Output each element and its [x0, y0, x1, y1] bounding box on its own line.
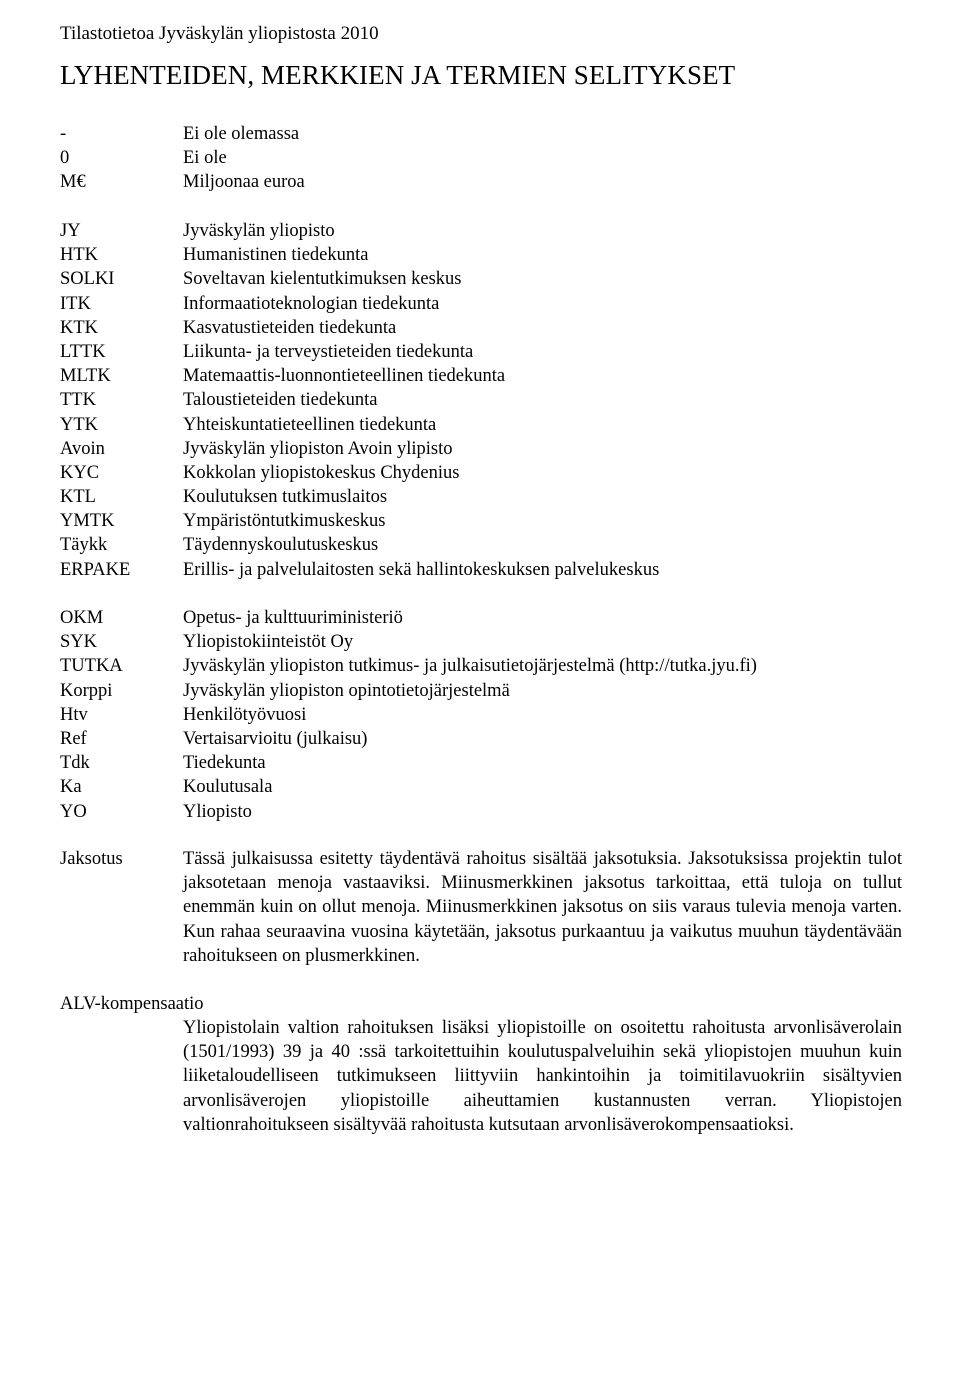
abbreviation: 0 — [60, 148, 70, 169]
abbreviation: LTTK — [60, 341, 106, 362]
definition: Ei ole olemassa — [183, 124, 300, 144]
terms-list — [60, 606, 902, 824]
definition: Koulutuksen tutkimuslaitos — [183, 487, 388, 508]
definition-row — [60, 630, 902, 654]
definition-row — [60, 751, 902, 775]
jaksotus-label: Jaksotus — [60, 849, 123, 869]
definition-row — [60, 292, 902, 316]
definition-row — [60, 800, 902, 824]
definition: Koulutusala — [183, 777, 273, 798]
definition-row — [60, 219, 902, 243]
definition-row — [60, 461, 902, 485]
definition-row — [60, 146, 902, 170]
definition-row — [60, 558, 902, 582]
abbreviation: YTK — [60, 414, 99, 435]
abbreviation: MLTK — [60, 366, 111, 387]
abbreviation: KTL — [60, 487, 96, 508]
definition-row — [60, 364, 902, 388]
definition: Tiedekunta — [183, 753, 266, 774]
definition: Matemaattis-luonnontieteellinen tiedekunta — [183, 366, 506, 387]
alv-label: ALV-kompensaatio — [60, 994, 204, 1014]
definition-row — [60, 340, 902, 364]
definition: Ei ole — [183, 148, 227, 169]
definition: Kasvatustieteiden tiedekunta — [183, 317, 397, 338]
definition-row — [60, 606, 902, 630]
definition-row — [60, 437, 902, 461]
definition: Jyväskylän yliopiston tutkimus- ja julkaisutietojärjestelmä (http://tutka.jyu.fi) — [183, 656, 757, 677]
abbreviation: SYK — [60, 632, 98, 653]
definition-row — [60, 485, 902, 509]
abbreviation: OKM — [60, 608, 104, 628]
definition: Erillis- ja palvelulaitosten sekä hallintokeskuksen palvelukeskus — [183, 559, 660, 580]
abbreviation: M€ — [60, 172, 86, 193]
definition-row — [60, 703, 902, 727]
abbreviation: ERPAKE — [60, 559, 131, 580]
definition-row — [60, 679, 902, 703]
definition: Ympäristöntutkimuskeskus — [183, 511, 386, 532]
definition: Informaatioteknologian tiedekunta — [183, 293, 440, 314]
abbreviation: HTK — [60, 245, 99, 266]
definition: Yliopistokiinteistöt Oy — [183, 632, 354, 653]
alv-text: Yliopistolain valtion rahoituksen lisäksi yliopistoille on osoitettu rahoitusta arvonlisäverolain (1501/1993) 39 ja 40 :ssä tarkoitettuihin koulutuspalveluihin sekä yliopistojen muuhun kuin liiketaloudelliseen tutkimukseen liittyviin hankintoihin ja toimitilavuokriin sisältyvien arvonlisäverojen yliopistoille aiheuttamien kustannusten verran. Yliopistojen valtionrahoitukseen sisältyvää rahoitusta kutsutaan arvonlisäverokompensaatioksi. — [183, 1018, 902, 1135]
definition: Jyväskylän yliopisto — [183, 221, 335, 241]
definition-row — [60, 727, 902, 751]
definition: Henkilötyövuosi — [183, 704, 307, 725]
page-title: LYHENTEIDEN, MERKKIEN JA TERMIEN SELITYKSET — [60, 60, 736, 90]
definition: Miljoonaa euroa — [183, 172, 305, 193]
definition: Yliopisto — [183, 801, 252, 822]
abbreviation: Korppi — [60, 680, 113, 701]
definition: Yhteiskuntatieteellinen tiedekunta — [183, 414, 437, 435]
abbreviation: TUTKA — [60, 656, 123, 677]
definition-row — [60, 509, 902, 533]
abbreviation: Ka — [60, 777, 82, 798]
running-header: Tilastotietoa Jyväskylän yliopistosta 2010 — [60, 23, 379, 44]
definition: Kokkolan yliopistokeskus Chydenius — [183, 462, 460, 483]
abbreviation: KTK — [60, 317, 99, 338]
definition-row — [60, 533, 902, 557]
definition: Liikunta- ja terveystieteiden tiedekunta — [183, 341, 474, 362]
definition-row — [60, 388, 902, 412]
definition-row — [60, 122, 902, 146]
abbreviation: YO — [60, 801, 87, 822]
abbreviation: SOLKI — [60, 269, 115, 290]
definition: Soveltavan kielentutkimuksen keskus — [183, 269, 462, 290]
symbols-list — [60, 122, 902, 195]
definition-row — [60, 654, 902, 678]
abbreviation: ITK — [60, 293, 91, 314]
jaksotus-text: Tässä julkaisussa esitetty täydentävä rahoitus sisältää jaksotuksia. Jaksotuksissa projektin tulot jaksotetaan menoja vastaaviksi. Miinusmerkkinen jaksotus tarkoittaa, että tuloja on tullut enemmän kuin on ollut menoja. Miinusmerkkinen jaksotus on siis varaus tulevia menoja varten. Kun rahaa seuraavina vuosina käytetään, jaksotus purkaantuu ja vaikutus muuhun täydentävään rahoitukseen on plusmerkkinen. — [183, 849, 902, 966]
definition: Täydennyskoulutuskeskus — [183, 535, 379, 556]
definition-row — [60, 316, 902, 340]
definition-row — [60, 170, 902, 194]
abbreviation: Täykk — [60, 535, 108, 556]
abbreviation: Ref — [60, 728, 87, 749]
definition: Opetus- ja kulttuuriministeriö — [183, 608, 403, 628]
abbreviation: Htv — [60, 704, 88, 725]
abbreviation: JY — [60, 221, 81, 241]
abbreviation: KYC — [60, 462, 100, 483]
definition-row — [60, 413, 902, 437]
definition-row — [60, 775, 902, 799]
definition: Jyväskylän yliopiston Avoin ylipisto — [183, 438, 453, 459]
abbreviation: Tdk — [60, 753, 90, 774]
abbreviation: YMTK — [60, 511, 115, 532]
definition: Jyväskylän yliopiston opintotietojärjestelmä — [183, 680, 510, 701]
definition: Humanistinen tiedekunta — [183, 245, 369, 266]
definition: Taloustieteiden tiedekunta — [183, 390, 378, 411]
definition-row — [60, 243, 902, 267]
units-list — [60, 219, 902, 582]
abbreviation: Avoin — [60, 438, 105, 459]
abbreviation: TTK — [60, 390, 96, 411]
definition-row — [60, 267, 902, 291]
abbreviation: - — [60, 124, 67, 144]
definition: Vertaisarvioitu (julkaisu) — [183, 728, 368, 749]
